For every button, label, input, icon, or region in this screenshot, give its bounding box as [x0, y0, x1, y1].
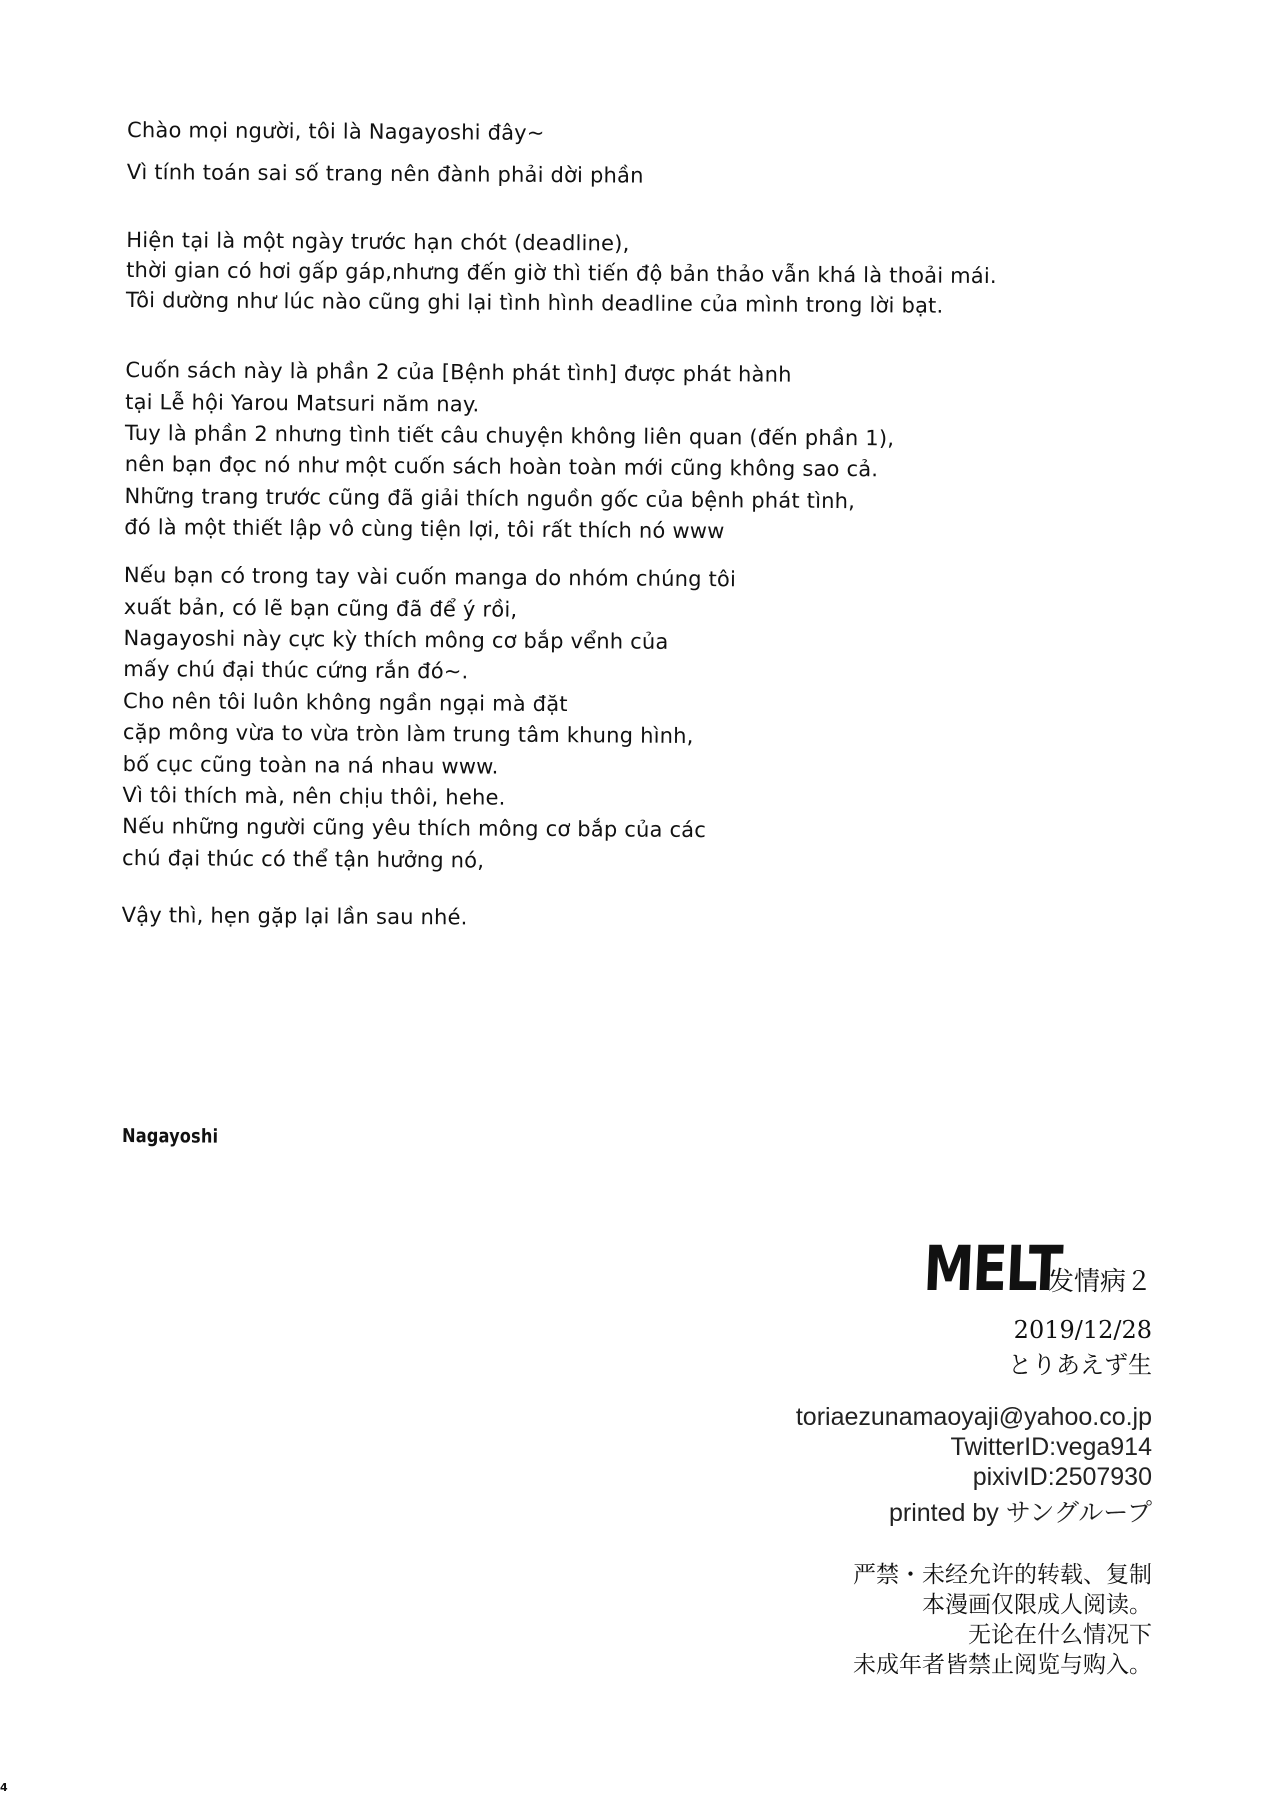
afterword-line: tại Lễ hội Yarou Matsuri năm nay. — [125, 389, 480, 417]
afterword-line: Chào mọi người, tôi là Nagayoshi đây~ — [127, 117, 545, 145]
contact-email: toriaezunamaoyaji@yahoo.co.jp — [795, 1403, 1152, 1431]
afterword-line: Cho nên tôi luôn không ngần ngại mà đặt — [123, 688, 568, 717]
publish-date: 2019/12/28 — [1013, 1316, 1152, 1344]
notice-line: 本漫画仅限成人阅读。 — [922, 1592, 1152, 1618]
book-title — [892, 1232, 1152, 1305]
title-logo: MELT — [922, 1232, 1064, 1305]
printer-credit: printed by サングループ — [889, 1499, 1152, 1527]
notice-line: 严禁・未经允许的转载、复制 — [853, 1562, 1152, 1588]
afterword-line: thời gian có hơi gấp gáp,nhưng đến giờ thì tiến độ bản thảo vẫn khá là thoải mái. — [126, 257, 997, 289]
afterword-line: mấy chú đại thúc cứng rắn đó~. — [123, 656, 469, 684]
afterword-text — [121, 0, 1188, 1148]
twitter-id: TwitterID:vega914 — [950, 1433, 1152, 1461]
title-subtitle: 发情病２ — [1047, 1267, 1152, 1297]
signature: Nagayoshi — [121, 1124, 219, 1148]
notice-line: 未成年者皆禁止阅览与购入。 — [853, 1652, 1152, 1678]
afterword-line: Nếu bạn có trong tay vài cuốn manga do nhóm chúng tôi — [123, 562, 737, 592]
afterword-line: Vì tôi thích mà, nên chịu thôi, hehe. — [122, 782, 506, 810]
afterword-line: Những trang trước cũng đã giải thích nguồn gốc của bệnh phát tình, — [124, 483, 856, 514]
afterword-line: xuất bản, có lẽ bạn cũng đã để ý rồi, — [123, 594, 518, 622]
pixiv-id: pixivID:2507930 — [972, 1463, 1152, 1491]
afterword-line: Vậy thì, hẹn gặp lại lần sau nhé. — [121, 902, 468, 930]
afterword-line: Cuốn sách này là phần 2 của [Bệnh phát tình] được phát hành — [125, 357, 792, 387]
afterword-line: Hiện tại là một ngày trước hạn chót (deadline), — [126, 227, 630, 256]
afterword-line: cặp mông vừa to vừa tròn làm trung tâm khung hình, — [122, 719, 694, 748]
afterword-line: Vì tính toán sai số trang nên đành phải dời phần — [126, 159, 644, 188]
afterword-line: chú đại thúc có thể tận hưởng nó, — [121, 845, 485, 873]
circle-name: とりあえず生 — [1008, 1351, 1152, 1379]
afterword-line: Tuy là phần 2 nhưng tình tiết câu chuyện không liên quan (đến phần 1), — [124, 420, 895, 451]
afterword-line: Tôi dường như lúc nào cũng ghi lại tình hình deadline của mình trong lời bạt. — [125, 287, 944, 318]
afterword-line: đó là một thiết lập vô cùng tiện lợi, tôi rất thích nó www — [124, 514, 725, 544]
afterword-line: Nếu những người cũng yêu thích mông cơ bắp của các — [122, 813, 707, 843]
afterword-line: Nagayoshi này cực kỳ thích mông cơ bắp vểnh của — [123, 625, 669, 654]
notice-line: 无论在什么情况下 — [968, 1622, 1152, 1648]
afterword-line: nên bạn đọc nó như một cuốn sách hoàn toàn mới cũng không sao cả. — [124, 451, 879, 482]
afterword-line: bố cục cũng toàn na ná nhau www. — [122, 751, 499, 779]
page-number: 4 — [0, 1781, 8, 1794]
